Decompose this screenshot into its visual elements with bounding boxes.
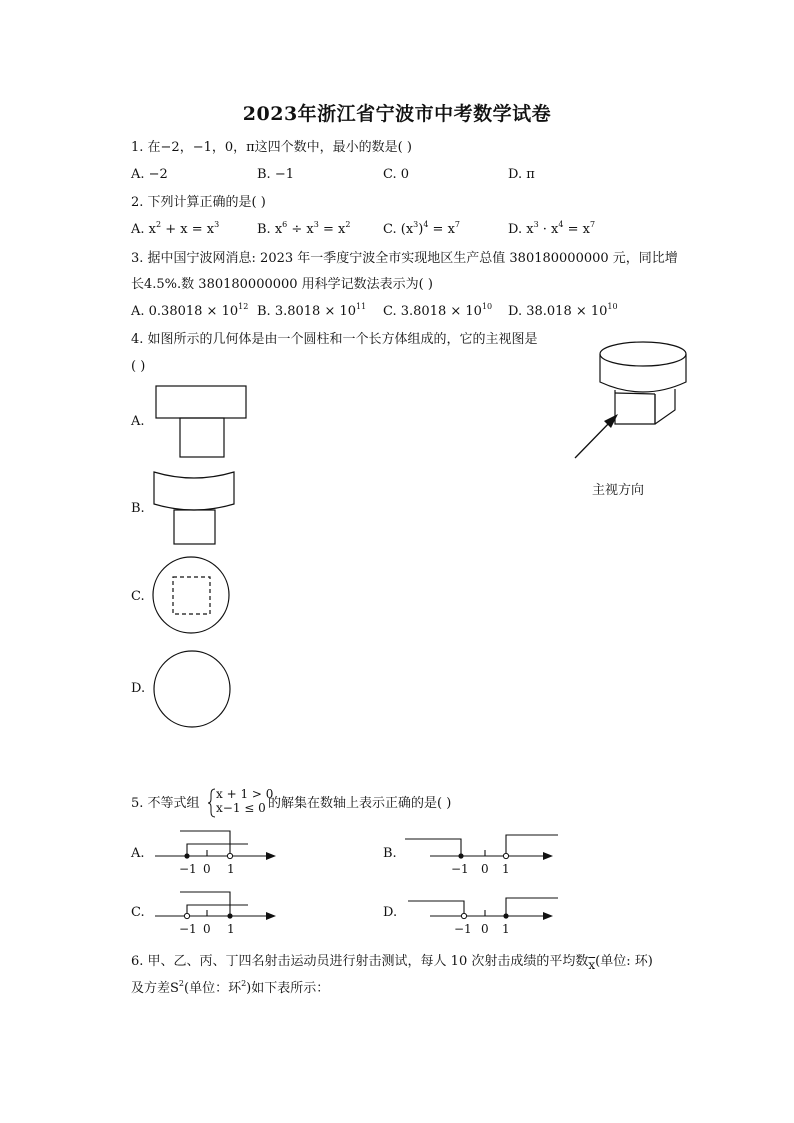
q1-option-a: A. −2 bbox=[131, 167, 168, 182]
q4-option-c-figure bbox=[150, 555, 234, 635]
mean-symbol: $\overline{x}$ bbox=[588, 958, 596, 972]
tick-label-0: 0 bbox=[481, 862, 489, 876]
system-equation-2: x−1 ≤ 0 bbox=[216, 801, 266, 815]
tick-label-minus-1: −1 bbox=[179, 922, 197, 936]
q2-option-c: C. $(x^3)^4 = x^7$ bbox=[383, 220, 461, 237]
q3-option-c: C. $3.8018 \times 10^{10}$ bbox=[383, 302, 493, 319]
q4-option-d-label: D. bbox=[131, 681, 146, 696]
q2-option-d: D. $x^3 \cdot x^4 = x^7$ bbox=[508, 220, 596, 237]
q2-option-b: B. $x^6 \div x^3 = x^2$ bbox=[257, 220, 351, 237]
tick-label-minus-1: −1 bbox=[451, 862, 469, 876]
q4-option-d-figure bbox=[150, 648, 236, 730]
view-direction-arrow-icon bbox=[568, 408, 628, 468]
tick-label-0: 0 bbox=[203, 862, 211, 876]
tick-label-minus-1: −1 bbox=[454, 922, 472, 936]
tick-label-1: 1 bbox=[227, 862, 235, 876]
q5-option-c-label: C. bbox=[131, 905, 145, 920]
question-5-prefix: 5. 不等式组 bbox=[131, 796, 200, 811]
question-6-line-2: 及方差$S^2$(单位：环$^2$)如下表所示： bbox=[131, 979, 330, 996]
question-4-line-1: 4. 如图所示的几何体是由一个圆柱和一个长方体组成的，它的主视图是 bbox=[131, 332, 538, 347]
question-5-suffix: 的解集在数轴上表示正确的是( ) bbox=[268, 796, 452, 811]
question-2-stem: 2. 下列计算正确的是( ) bbox=[131, 195, 266, 210]
q5-option-d-number-line bbox=[400, 884, 560, 936]
q4-option-a-figure bbox=[150, 383, 250, 461]
system-brace-icon bbox=[208, 788, 216, 818]
q5-option-c-number-line bbox=[150, 884, 280, 936]
q3-option-b: B. $3.8018 \times 10^{11}$ bbox=[257, 302, 367, 319]
q4-option-b-label: B. bbox=[131, 501, 145, 516]
question-4-line-2: ( ) bbox=[131, 359, 146, 374]
tick-label-1: 1 bbox=[502, 922, 510, 936]
q4-option-b-figure bbox=[150, 468, 240, 548]
q4-option-c-label: C. bbox=[131, 589, 145, 604]
view-direction-label: 主视方向 bbox=[592, 483, 645, 498]
q5-option-a-label: A. bbox=[131, 846, 145, 861]
system-equation-1: x + 1 > 0 bbox=[216, 787, 274, 801]
question-1-stem: 1. 在−2，−1，0，π这四个数中，最小的数是( ) bbox=[131, 140, 412, 155]
q1-option-d: D. π bbox=[508, 167, 535, 182]
page-title: 2023年浙江省宁波市中考数学试卷 bbox=[242, 103, 552, 125]
tick-label-0: 0 bbox=[203, 922, 211, 936]
q5-option-b-label: B. bbox=[383, 846, 397, 861]
q5-option-d-label: D. bbox=[383, 905, 398, 920]
q3-option-d: D. $38.018 \times 10^{10}$ bbox=[508, 302, 618, 319]
tick-label-1: 1 bbox=[227, 922, 235, 936]
question-3-line-1: 3. 据中国宁波网消息: 2023 年一季度宁波全市实现地区生产总值 380180000000 元，同比增 bbox=[131, 251, 678, 266]
q1-option-c: C. 0 bbox=[383, 167, 410, 182]
tick-label-minus-1: −1 bbox=[179, 862, 197, 876]
question-3-line-2: 长4.5%.数 380180000000 用科学记数法表示为( ) bbox=[131, 277, 433, 292]
q4-option-a-label: A. bbox=[131, 414, 145, 429]
question-6-line-1: 6. 甲、乙、丙、丁四名射击运动员进行射击测试，每人 10 次射击成绩的平均数$\overline{x}$(单位: 环) bbox=[131, 954, 653, 972]
tick-label-0: 0 bbox=[481, 922, 489, 936]
tick-label-1: 1 bbox=[502, 862, 510, 876]
q1-option-b: B. −1 bbox=[257, 167, 294, 182]
q5-option-b-number-line bbox=[400, 826, 560, 878]
q2-option-a: A. $x^2 + x = x^3$ bbox=[131, 220, 220, 237]
q5-option-a-number-line bbox=[150, 826, 280, 878]
q3-option-a: A. $0.38018 \times 10^{12}$ bbox=[131, 302, 249, 319]
